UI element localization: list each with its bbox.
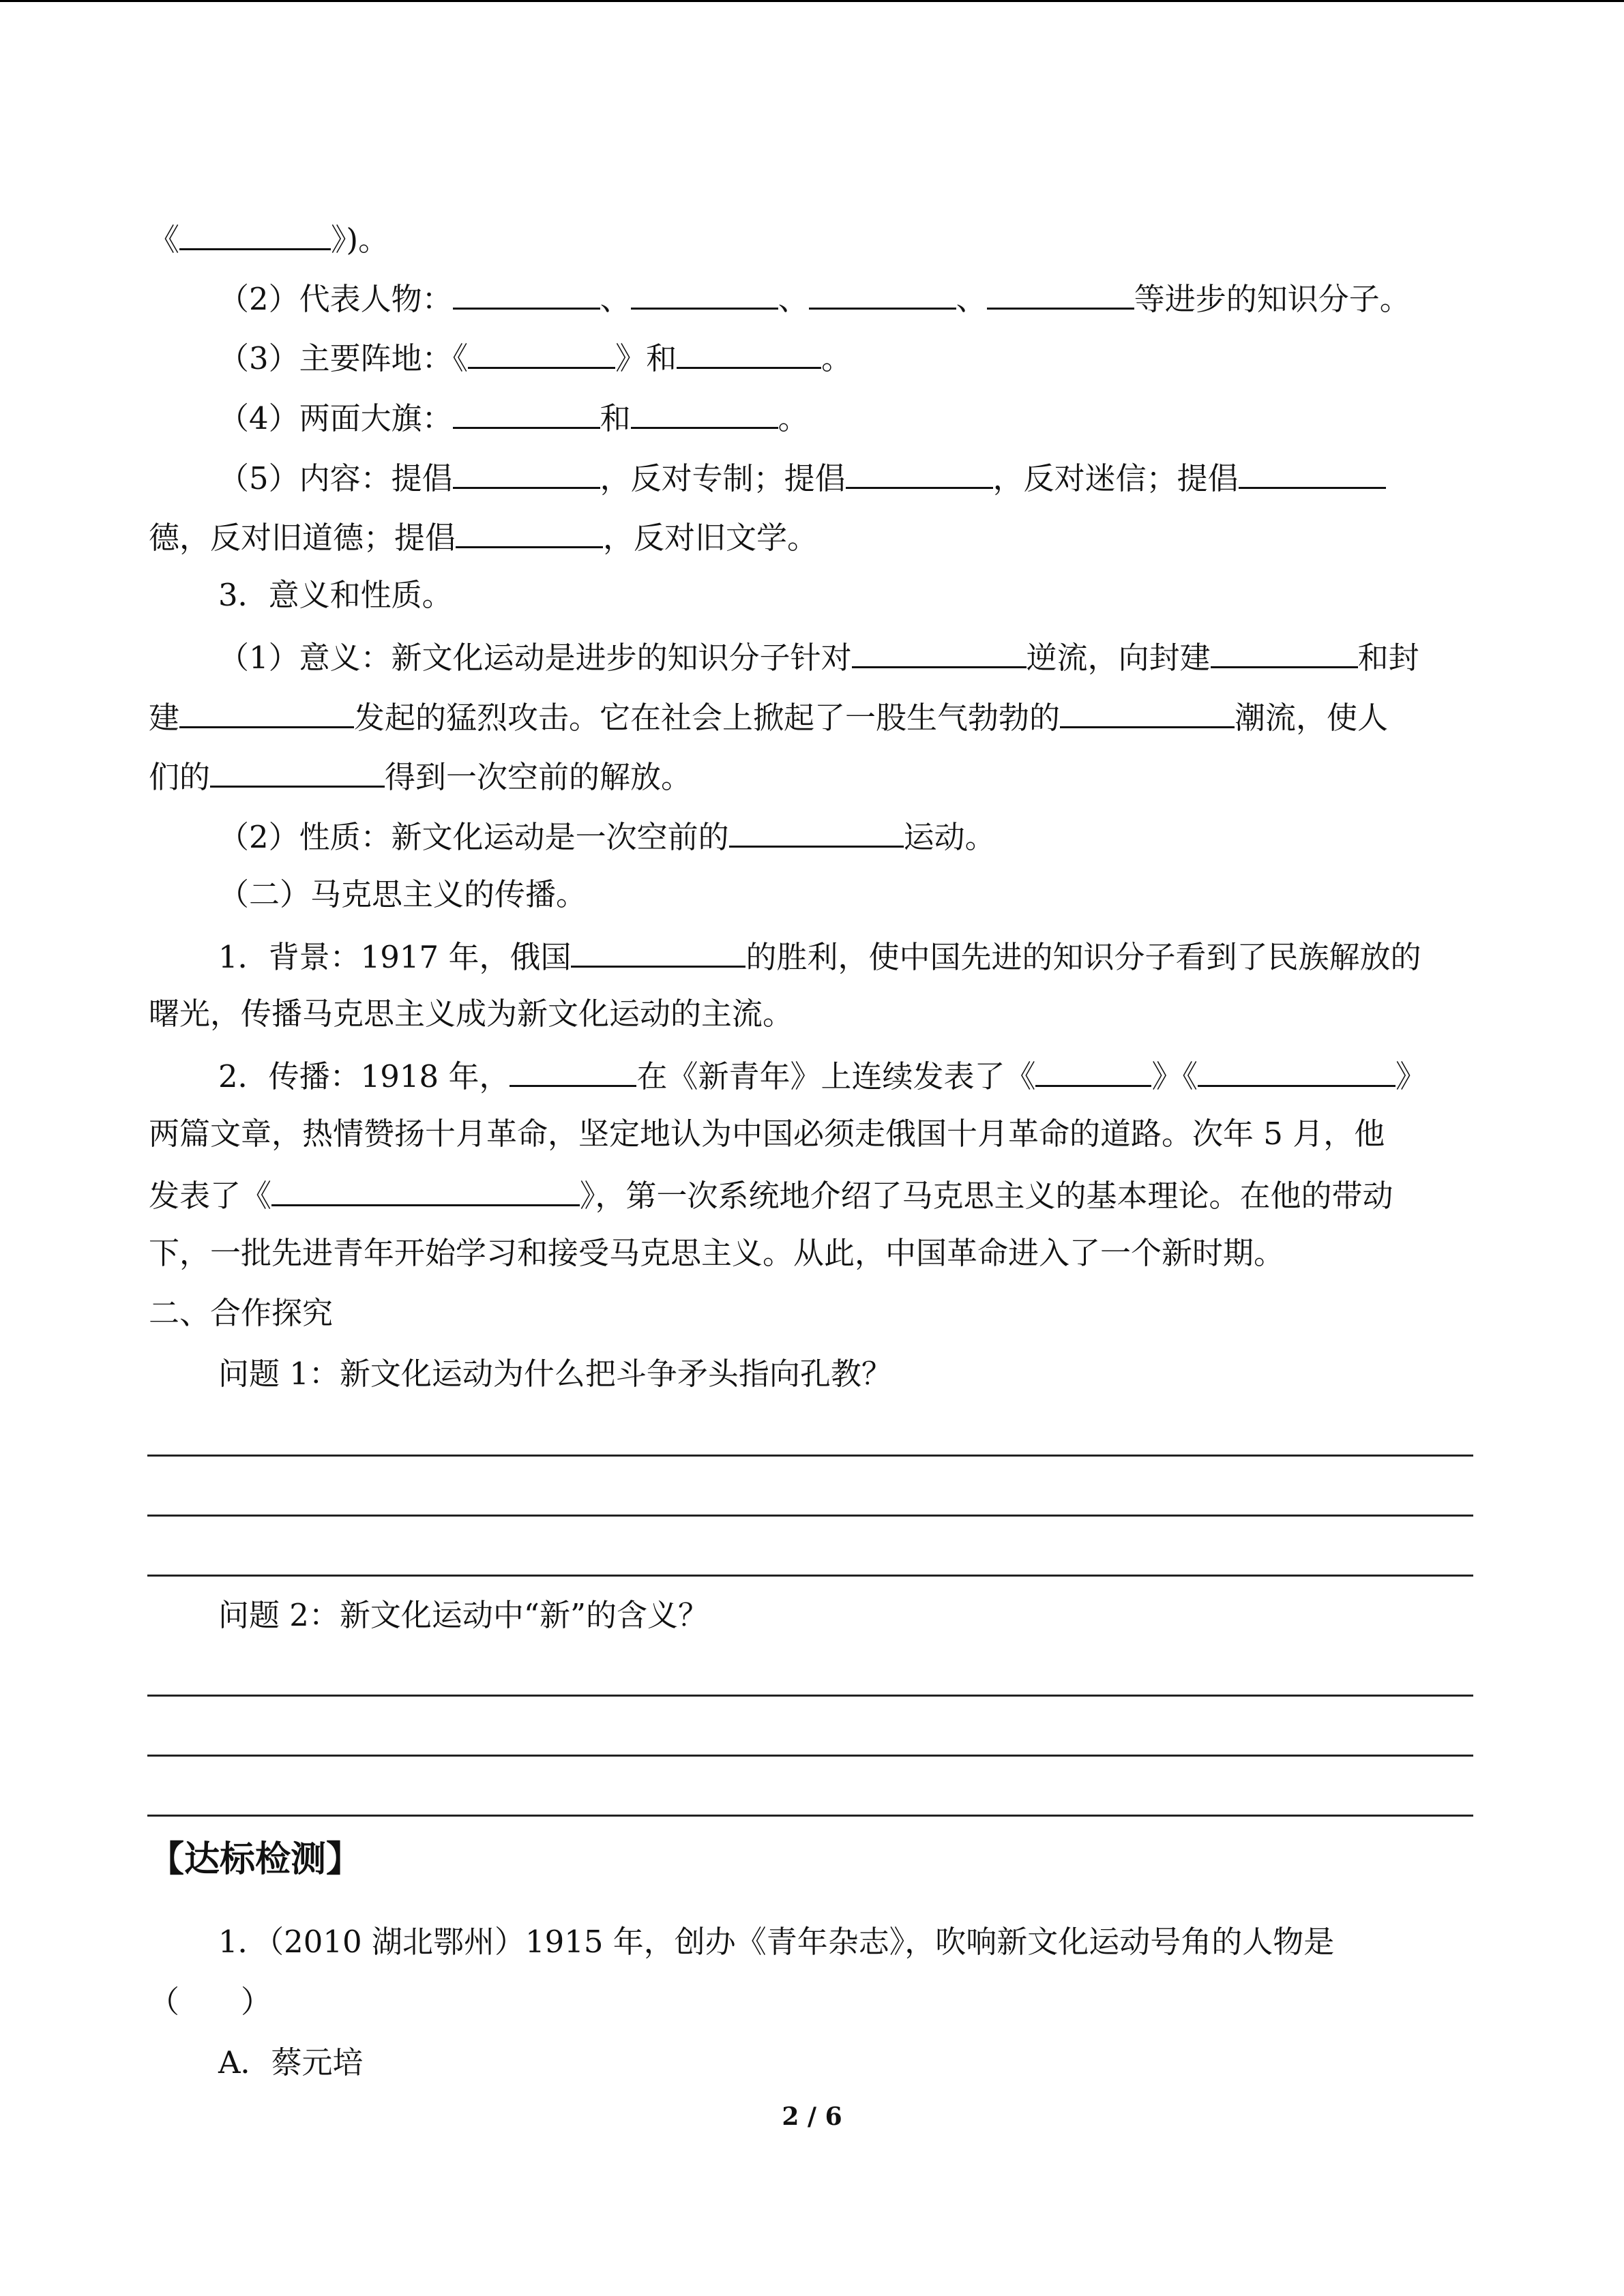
text: 发表了《 [149, 1178, 272, 1214]
text: 。 [821, 340, 853, 376]
text-line-5 [218, 456, 1386, 496]
text: 德，反对旧道德；提倡 [149, 520, 456, 556]
text: 2．传播：1918 年， [218, 1058, 510, 1094]
text: 们的 [149, 759, 211, 795]
fill-blank[interactable] [1198, 1054, 1396, 1087]
text: 等进步的知识分子。 [1134, 281, 1411, 317]
answer-parentheses[interactable] [149, 1982, 271, 2023]
text: （5）内容：提倡 [218, 460, 453, 496]
text: 、 [778, 281, 809, 317]
text-line-7 [218, 575, 453, 616]
text: ，反对旧文学。 [603, 520, 818, 556]
text: 1．背景：1917 年，俄国 [218, 939, 572, 975]
text-line-9 [149, 695, 1388, 736]
question-2-prompt [218, 1595, 709, 1636]
text: 潮流，使人 [1235, 700, 1389, 736]
text: A．蔡元培 [218, 2044, 364, 2081]
fill-blank[interactable] [210, 754, 385, 788]
text: 1．（2010 湖北鄂州）1915 年，创办《青年杂志》，吹响新文化运动号角的人物是 [218, 1924, 1335, 1960]
text-line-15 [218, 1054, 1426, 1094]
fill-blank[interactable] [571, 934, 745, 968]
text: （1）意义：新文化运动是进步的知识分子针对 [218, 640, 852, 676]
text: 的胜利，使中国先进的知识分子看到了民族解放的 [745, 939, 1421, 975]
text: 问题 1：新文化运动为什么把斗争矛头指向孔教？ [218, 1356, 892, 1392]
text-line-11 [218, 814, 996, 855]
text: （ ） [149, 1984, 272, 2020]
text: 下，一批先进青年开始学习和接受马克思主义。从此，中国革命进入了一个新时期。 [149, 1235, 1285, 1271]
text: 》)。 [331, 222, 389, 258]
fill-blank[interactable] [987, 276, 1134, 310]
fill-blank[interactable] [456, 515, 603, 548]
fill-blank[interactable] [1239, 456, 1386, 489]
text: 》 [1396, 1058, 1427, 1094]
fill-blank[interactable] [1035, 1054, 1151, 1087]
answer-line[interactable] [147, 1455, 1473, 1457]
text: 二、合作探究 [149, 1295, 334, 1331]
text-line-6 [149, 515, 818, 556]
text-line-17 [149, 1173, 1393, 1214]
text: （2）性质：新文化运动是一次空前的 [218, 819, 729, 855]
text: ，反对专制；提倡 [600, 460, 846, 496]
text: 、 [956, 281, 987, 317]
text-line-10 [149, 754, 692, 795]
fill-blank[interactable] [631, 396, 778, 429]
answer-line[interactable] [147, 1755, 1473, 1757]
test-question-1 [218, 1922, 1334, 1963]
text: 、 [600, 281, 631, 317]
top-border-rule [0, 0, 1624, 2]
fill-blank[interactable] [179, 217, 331, 250]
text: 在《新青年》上连续发表了《 [636, 1058, 1036, 1094]
text-line-1 [149, 217, 389, 258]
fill-blank[interactable] [510, 1054, 636, 1087]
text: 曙光，传播马克思主义成为新文化运动的主流。 [149, 996, 794, 1032]
text-line-16 [149, 1114, 1385, 1154]
answer-line[interactable] [147, 1695, 1473, 1697]
option-a[interactable] [218, 2042, 364, 2083]
text: （3）主要阵地：《 [218, 340, 469, 376]
text: 》和 [615, 340, 677, 376]
fill-blank[interactable] [809, 276, 956, 310]
text: 两篇文章，热情赞扬十月革命，坚定地认为中国必须走俄国十月革命的道路。次年 5 月，他 [149, 1116, 1385, 1152]
text: 《 [149, 222, 180, 258]
text: 和封 [1357, 640, 1419, 676]
fill-blank[interactable] [453, 456, 600, 489]
answer-line[interactable] [147, 1515, 1473, 1517]
fill-blank[interactable] [631, 276, 778, 310]
question-1-prompt [218, 1354, 892, 1395]
text-line-13 [218, 934, 1421, 975]
fill-blank[interactable] [729, 814, 904, 848]
text: 》，第一次系统地介绍了马克思主义的基本理论。在他的带动 [580, 1178, 1393, 1214]
fill-blank[interactable] [453, 396, 600, 429]
text: 》《 [1151, 1058, 1198, 1094]
text-line-14 [149, 994, 793, 1034]
text-line-2 [218, 276, 1411, 317]
text: 和 [600, 400, 631, 436]
fill-blank[interactable] [1060, 695, 1235, 728]
fill-blank[interactable] [1211, 635, 1358, 668]
text: （2）代表人物： [218, 281, 453, 317]
text-line-8 [218, 635, 1419, 676]
section-heading-cooperation [149, 1293, 333, 1334]
text: ，反对迷信；提倡 [992, 460, 1239, 496]
text-line-4 [218, 396, 809, 436]
text: 得到一次空前的解放。 [385, 759, 692, 795]
section-title: 【达标检测】 [149, 1839, 362, 1880]
text: 3．意义和性质。 [218, 577, 453, 613]
text: 发起的猛烈攻击。它在社会上掀起了一股生气勃勃的 [354, 700, 1061, 736]
fill-blank[interactable] [846, 456, 993, 489]
answer-line[interactable] [147, 1575, 1473, 1577]
fill-blank[interactable] [468, 336, 615, 369]
text: 运动。 [903, 819, 996, 855]
fill-blank[interactable] [852, 635, 1027, 668]
fill-blank[interactable] [179, 695, 354, 728]
text-line-12 [218, 874, 587, 915]
text-line-18 [149, 1233, 1284, 1274]
text: 。 [778, 400, 809, 436]
fill-blank[interactable] [453, 276, 600, 310]
answer-line[interactable] [147, 1815, 1473, 1817]
text: （二）马克思主义的传播。 [218, 876, 587, 912]
text: 问题 2：新文化运动中“新”的含义？ [218, 1597, 709, 1633]
page-number: 2 / 6 [782, 2102, 842, 2131]
text-line-3 [218, 336, 852, 376]
text: 建 [149, 700, 180, 736]
text: （4）两面大旗： [218, 400, 453, 436]
fill-blank[interactable] [271, 1173, 580, 1206]
text: 逆流，向封建 [1026, 640, 1211, 676]
fill-blank[interactable] [677, 336, 821, 369]
